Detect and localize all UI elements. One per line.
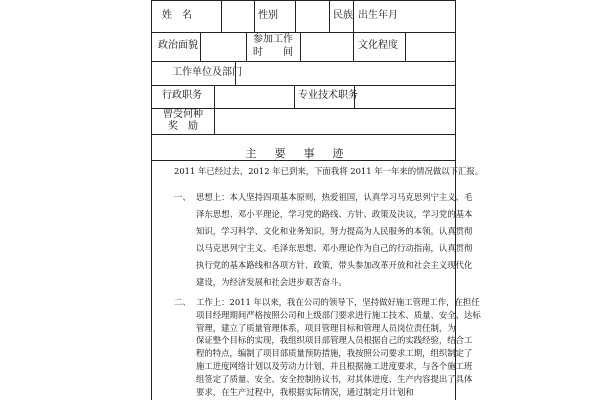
part1-number: 一、	[174, 192, 191, 202]
work-start-label-line1: 参加工作	[253, 34, 293, 45]
part1-line: 执行党的基本路线和各项方针、政策，带头参加改革开放和社会主义现代化	[196, 260, 473, 270]
row-divider	[152, 85, 455, 86]
part1-line: 建设，为经济发展和社会进步艰苦奋斗。	[196, 277, 347, 287]
part2-line: 要求，在生产过程中，我根据实际情况，通过制定月计划和	[196, 386, 414, 397]
award-label-line2: 奖 励	[168, 121, 198, 132]
part2-line: 保证整个目标的实现，我组织项目部管理人员根据自己的实践经验，结合工	[196, 335, 473, 346]
part1-line: 以马克思列宁主义、毛泽东思想、邓小理论作为自己的行动指南，认真贯彻	[196, 243, 473, 253]
part2-line: 工作上：2011 年以来，我在公司的领导下，坚持做好施工管理工作，在担任	[196, 297, 480, 307]
ethnicity-label: 民族	[333, 10, 353, 21]
work-start-label-line2: 时 间	[253, 47, 293, 58]
part1-line: 知识，学习科学、文化和业务知识，努力提高为人民服务的本领。认真贯彻	[196, 226, 473, 236]
part1-line: 泽东思想、邓小平理论，学习党的路线、方针、政策及决议，学习党的基本	[196, 209, 473, 219]
column-divider	[405, 32, 406, 61]
part1-line: 思想上：本人坚持四项基本原则，热爱祖国，认真学习马克思列宁主义、毛	[196, 192, 473, 202]
column-divider	[300, 32, 301, 61]
award-label-line1: 曾受何种	[163, 109, 203, 120]
part2-line: 施工进度网络计划以及劳动力计划，并且根据施工进度要求，与各个施工班	[196, 361, 473, 371]
column-divider	[214, 85, 215, 108]
column-divider	[295, 0, 296, 32]
column-divider	[200, 32, 201, 61]
column-divider	[221, 0, 222, 32]
education-label: 文化程度	[358, 40, 398, 51]
table-border-top	[152, 0, 455, 1]
column-divider	[353, 32, 354, 61]
part2-line: 管理，建立了质量管理体系，项目管理目标和管理人员岗位责任制，为	[196, 322, 456, 333]
name-label: 姓 名	[162, 10, 192, 21]
political-status-label: 政治面貌	[158, 40, 198, 51]
section-heading: 主要事迹	[245, 147, 362, 160]
column-divider	[214, 108, 215, 134]
work-unit-label: 工作单位及部门	[172, 67, 242, 78]
personnel-form	[151, 0, 484, 400]
part2-line: 组签定了质量、安全、安全控制协议书，对其体进度、生产内容提出了具体	[196, 373, 473, 384]
column-divider	[254, 0, 255, 32]
birth-date-label: 出生年月	[358, 10, 398, 21]
part2-line: 程的特点，编制了项目部质量预防措施，我按照公司要求工期，组织制定了	[196, 348, 473, 359]
row-divider	[152, 32, 455, 33]
column-divider	[329, 0, 330, 32]
tech-position-label: 专业技术职务	[298, 90, 358, 101]
column-divider	[294, 85, 295, 108]
row-divider	[152, 61, 455, 62]
intro-paragraph: 2011 年已经过去，2012 年已到来，下面我将 2011 年一年来的情况做以下汇报。	[174, 166, 484, 176]
part2-number: 二、	[174, 297, 191, 307]
column-divider	[353, 0, 354, 32]
row-divider	[152, 134, 455, 135]
admin-position-label: 行政职务	[162, 90, 202, 101]
gender-label: 性别	[258, 10, 278, 21]
part2-line: 项目经理期间严格按照公司和上级部门要求进行施工技术、质量、安全、达标	[196, 309, 481, 320]
